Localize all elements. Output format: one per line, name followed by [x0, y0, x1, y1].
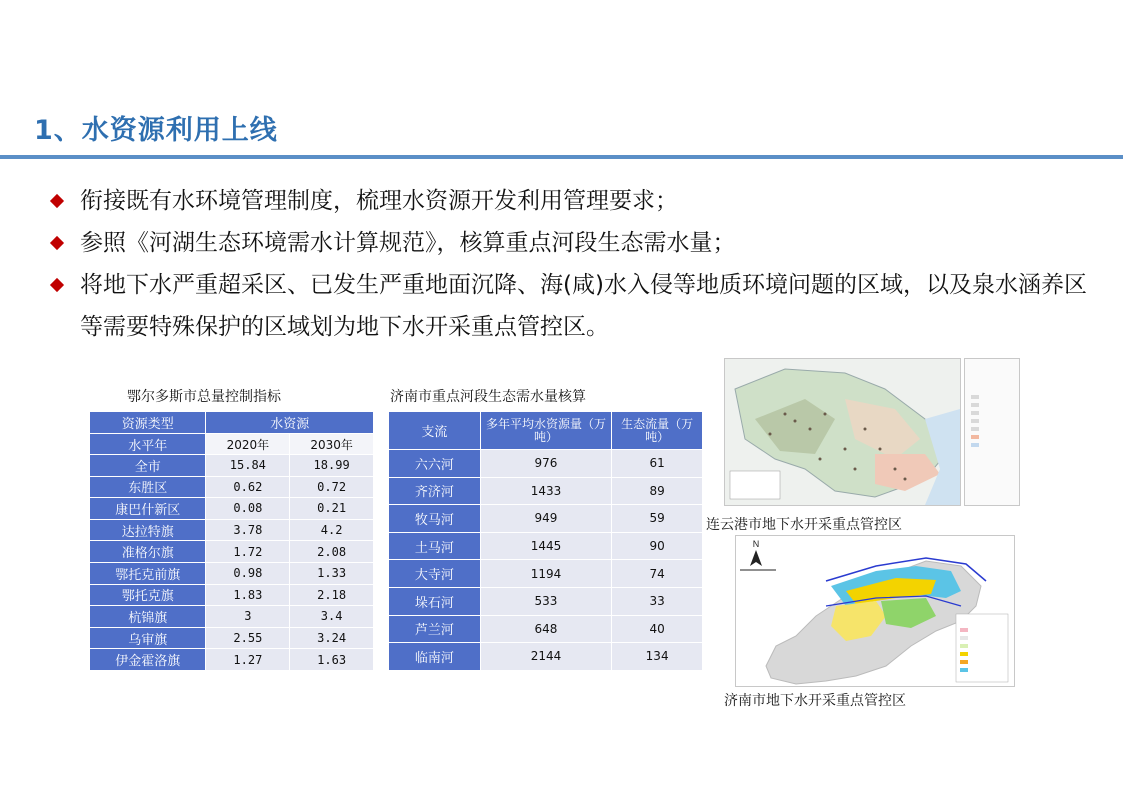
lianyungang-map — [724, 358, 961, 506]
value-2020: 1.83 — [206, 584, 290, 606]
table-row — [90, 476, 374, 498]
table-row — [389, 532, 703, 560]
header-water-resource: 水资源 — [206, 412, 374, 434]
table-row — [389, 615, 703, 643]
avg-water-value: 1433 — [480, 477, 612, 505]
value-2020: 1.72 — [206, 541, 290, 563]
bullet-item — [48, 180, 1088, 222]
jinan-map-graphic — [736, 536, 1014, 686]
value-2020: 0.08 — [206, 498, 290, 520]
region-name: 乌审旗 — [90, 627, 206, 649]
table-row — [90, 627, 374, 649]
value-2030: 2.18 — [290, 584, 374, 606]
river-name: 临南河 — [389, 643, 481, 671]
table-row — [389, 587, 703, 615]
value-2030: 2.08 — [290, 541, 374, 563]
region-name: 全市 — [90, 455, 206, 477]
river-name: 牧马河 — [389, 505, 481, 533]
value-2020: 3.78 — [206, 519, 290, 541]
value-2030: 0.21 — [290, 498, 374, 520]
north-label: N — [752, 539, 760, 549]
value-2020: 2.55 — [206, 627, 290, 649]
header-year-2030: 2030年 — [290, 434, 374, 455]
eco-flow-value: 59 — [612, 505, 703, 533]
bullet-item — [48, 222, 1088, 264]
table-row — [389, 477, 703, 505]
table-row — [90, 584, 374, 606]
river-name: 垛石河 — [389, 587, 481, 615]
avg-water-value: 533 — [480, 587, 612, 615]
bullet-item — [48, 264, 1088, 348]
diamond-bullet-icon — [50, 236, 64, 250]
value-2020: 0.98 — [206, 562, 290, 584]
table-row — [90, 541, 374, 563]
header-river: 支流 — [389, 412, 481, 450]
table-row — [90, 649, 374, 671]
value-2030: 3.4 — [290, 606, 374, 628]
region-name: 杭锦旗 — [90, 606, 206, 628]
region-name: 东胜区 — [90, 476, 206, 498]
table-row — [90, 498, 374, 520]
page-title: 1、水资源利用上线 — [34, 115, 278, 146]
river-name: 六六河 — [389, 450, 481, 478]
avg-water-value: 976 — [480, 450, 612, 478]
region-name: 康巴什新区 — [90, 498, 206, 520]
diamond-bullet-icon — [50, 278, 64, 292]
value-2030: 18.99 — [290, 455, 374, 477]
value-2020: 15.84 — [206, 455, 290, 477]
avg-water-value: 1445 — [480, 532, 612, 560]
value-2030: 1.63 — [290, 649, 374, 671]
value-2020: 3 — [206, 606, 290, 628]
header-resource-type: 资源类型 — [90, 412, 206, 434]
region-name: 鄂托克旗 — [90, 584, 206, 606]
table-row — [90, 606, 374, 628]
legend-graphic — [965, 359, 1019, 505]
bullet-list — [48, 180, 1088, 348]
region-name: 鄂托克前旗 — [90, 562, 206, 584]
table1-caption: 鄂尔多斯市总量控制指标 — [127, 389, 281, 405]
river-name: 土马河 — [389, 532, 481, 560]
river-name: 大寺河 — [389, 560, 481, 588]
title-divider — [0, 155, 1123, 159]
header-level-year: 水平年 — [90, 434, 206, 455]
map2-caption: 济南市地下水开采重点管控区 — [724, 693, 906, 709]
eco-flow-value: 33 — [612, 587, 703, 615]
lianyungang-map-graphic — [725, 359, 960, 505]
table-row — [90, 562, 374, 584]
bullet-text: 衔接既有水环境管理制度，梳理水资源开发利用管理要求； — [80, 188, 678, 214]
value-2030: 0.72 — [290, 476, 374, 498]
header-avg-water: 多年平均水资源量（万吨） — [480, 412, 612, 450]
table-row — [389, 643, 703, 671]
table-row — [389, 505, 703, 533]
table2-caption: 济南市重点河段生态需水量核算 — [390, 389, 586, 405]
header-year-2020: 2020年 — [206, 434, 290, 455]
value-2030: 4.2 — [290, 519, 374, 541]
value-2020: 0.62 — [206, 476, 290, 498]
region-name: 伊金霍洛旗 — [90, 649, 206, 671]
avg-water-value: 1194 — [480, 560, 612, 588]
table-row — [389, 450, 703, 478]
map1-caption: 连云港市地下水开采重点管控区 — [706, 517, 902, 533]
region-name: 达拉特旗 — [90, 519, 206, 541]
value-2020: 1.27 — [206, 649, 290, 671]
eco-flow-value: 134 — [612, 643, 703, 671]
river-name: 齐济河 — [389, 477, 481, 505]
table-row — [90, 455, 374, 477]
eco-flow-value: 61 — [612, 450, 703, 478]
north-arrow-icon — [740, 550, 776, 570]
diamond-bullet-icon — [50, 194, 64, 208]
lianyungang-legend — [964, 358, 1020, 506]
quota-table — [89, 411, 374, 671]
eco-flow-value: 74 — [612, 560, 703, 588]
avg-water-value: 648 — [480, 615, 612, 643]
header-eco-flow: 生态流量（万吨） — [612, 412, 703, 450]
bullet-text: 将地下水严重超采区、已发生严重地面沉降、海(咸)水入侵等地质环境问题的区域，以及泉水涵养区等需要特殊保护的区域划为地下水开采重点管控区。 — [80, 272, 1087, 340]
bullet-text: 参照《河湖生态环境需水计算规范》，核算重点河段生态需水量； — [80, 230, 736, 256]
value-2030: 1.33 — [290, 562, 374, 584]
value-2030: 3.24 — [290, 627, 374, 649]
eco-flow-value: 90 — [612, 532, 703, 560]
eco-flow-value: 89 — [612, 477, 703, 505]
river-name: 芦兰河 — [389, 615, 481, 643]
avg-water-value: 949 — [480, 505, 612, 533]
region-name: 准格尔旗 — [90, 541, 206, 563]
jinan-map — [735, 535, 1015, 687]
table-row — [90, 519, 374, 541]
eco-water-table — [388, 411, 703, 671]
avg-water-value: 2144 — [480, 643, 612, 671]
eco-flow-value: 40 — [612, 615, 703, 643]
table-row — [389, 560, 703, 588]
